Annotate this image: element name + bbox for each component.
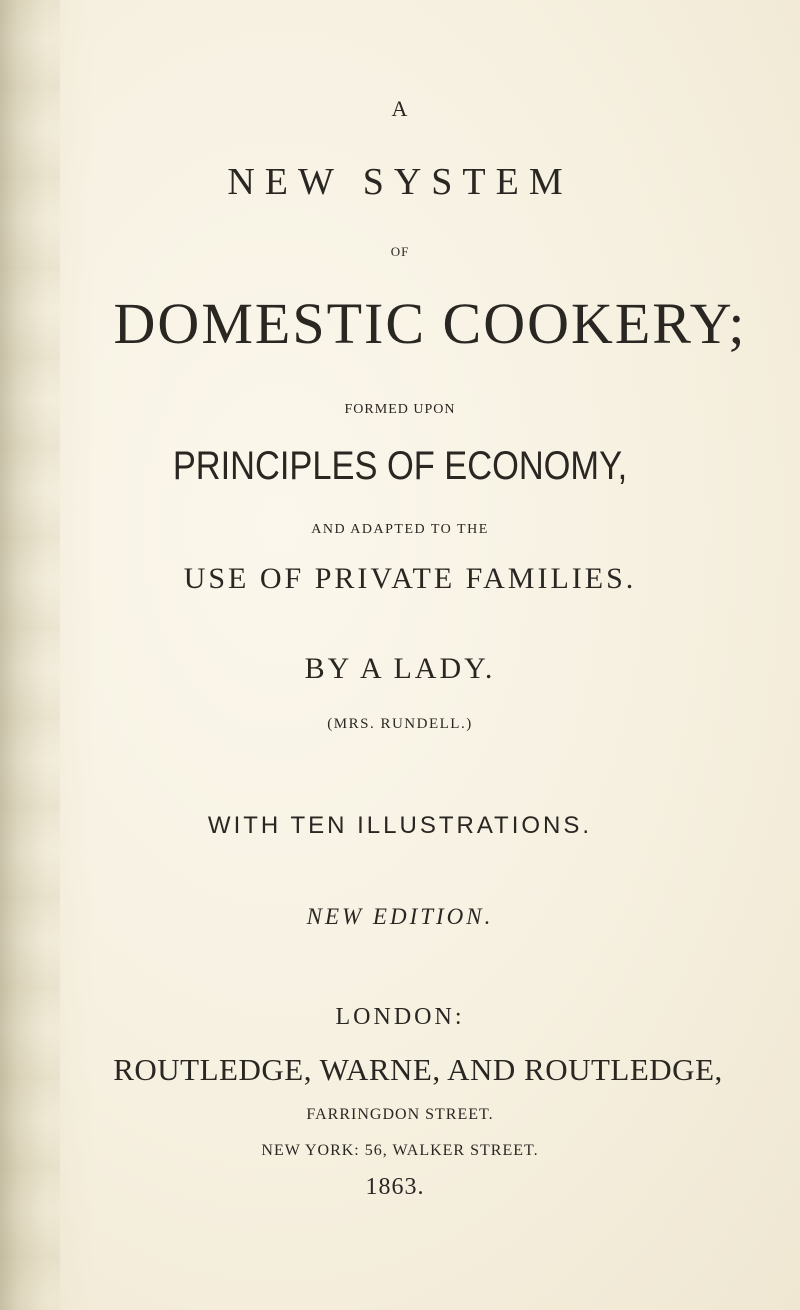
imprint-city: LONDON: [335,1004,465,1030]
subtitle-adapted: AND ADAPTED TO THE [311,522,489,537]
subtitle-private-families: USE OF PRIVATE FAMILIES. [183,562,637,595]
edition-note: NEW EDITION. [306,904,494,929]
illustrations-note: WITH TEN ILLUSTRATIONS. [207,812,593,839]
imprint-year: 1863. [365,1174,425,1200]
imprint-new-york: NEW YORK: 56, WALKER STREET. [261,1142,539,1159]
subtitle-principles: PRINCIPLES OF ECONOMY, [172,444,628,488]
imprint-publishers: ROUTLEDGE, WARNE, AND ROUTLEDGE, [113,1052,723,1087]
author-line: BY A LADY. [304,652,496,685]
title-of: OF [390,244,410,259]
title-new-system: NEW SYSTEM [227,161,573,203]
imprint-street: FARRINGDON STREET. [306,1106,494,1123]
subtitle-formed-upon: FORMED UPON [344,402,456,417]
author-name: (MRS. RUNDELL.) [327,716,473,732]
title-article: A [391,96,409,121]
title-domestic-cookery: DOMESTIC COOKERY; [113,291,747,356]
